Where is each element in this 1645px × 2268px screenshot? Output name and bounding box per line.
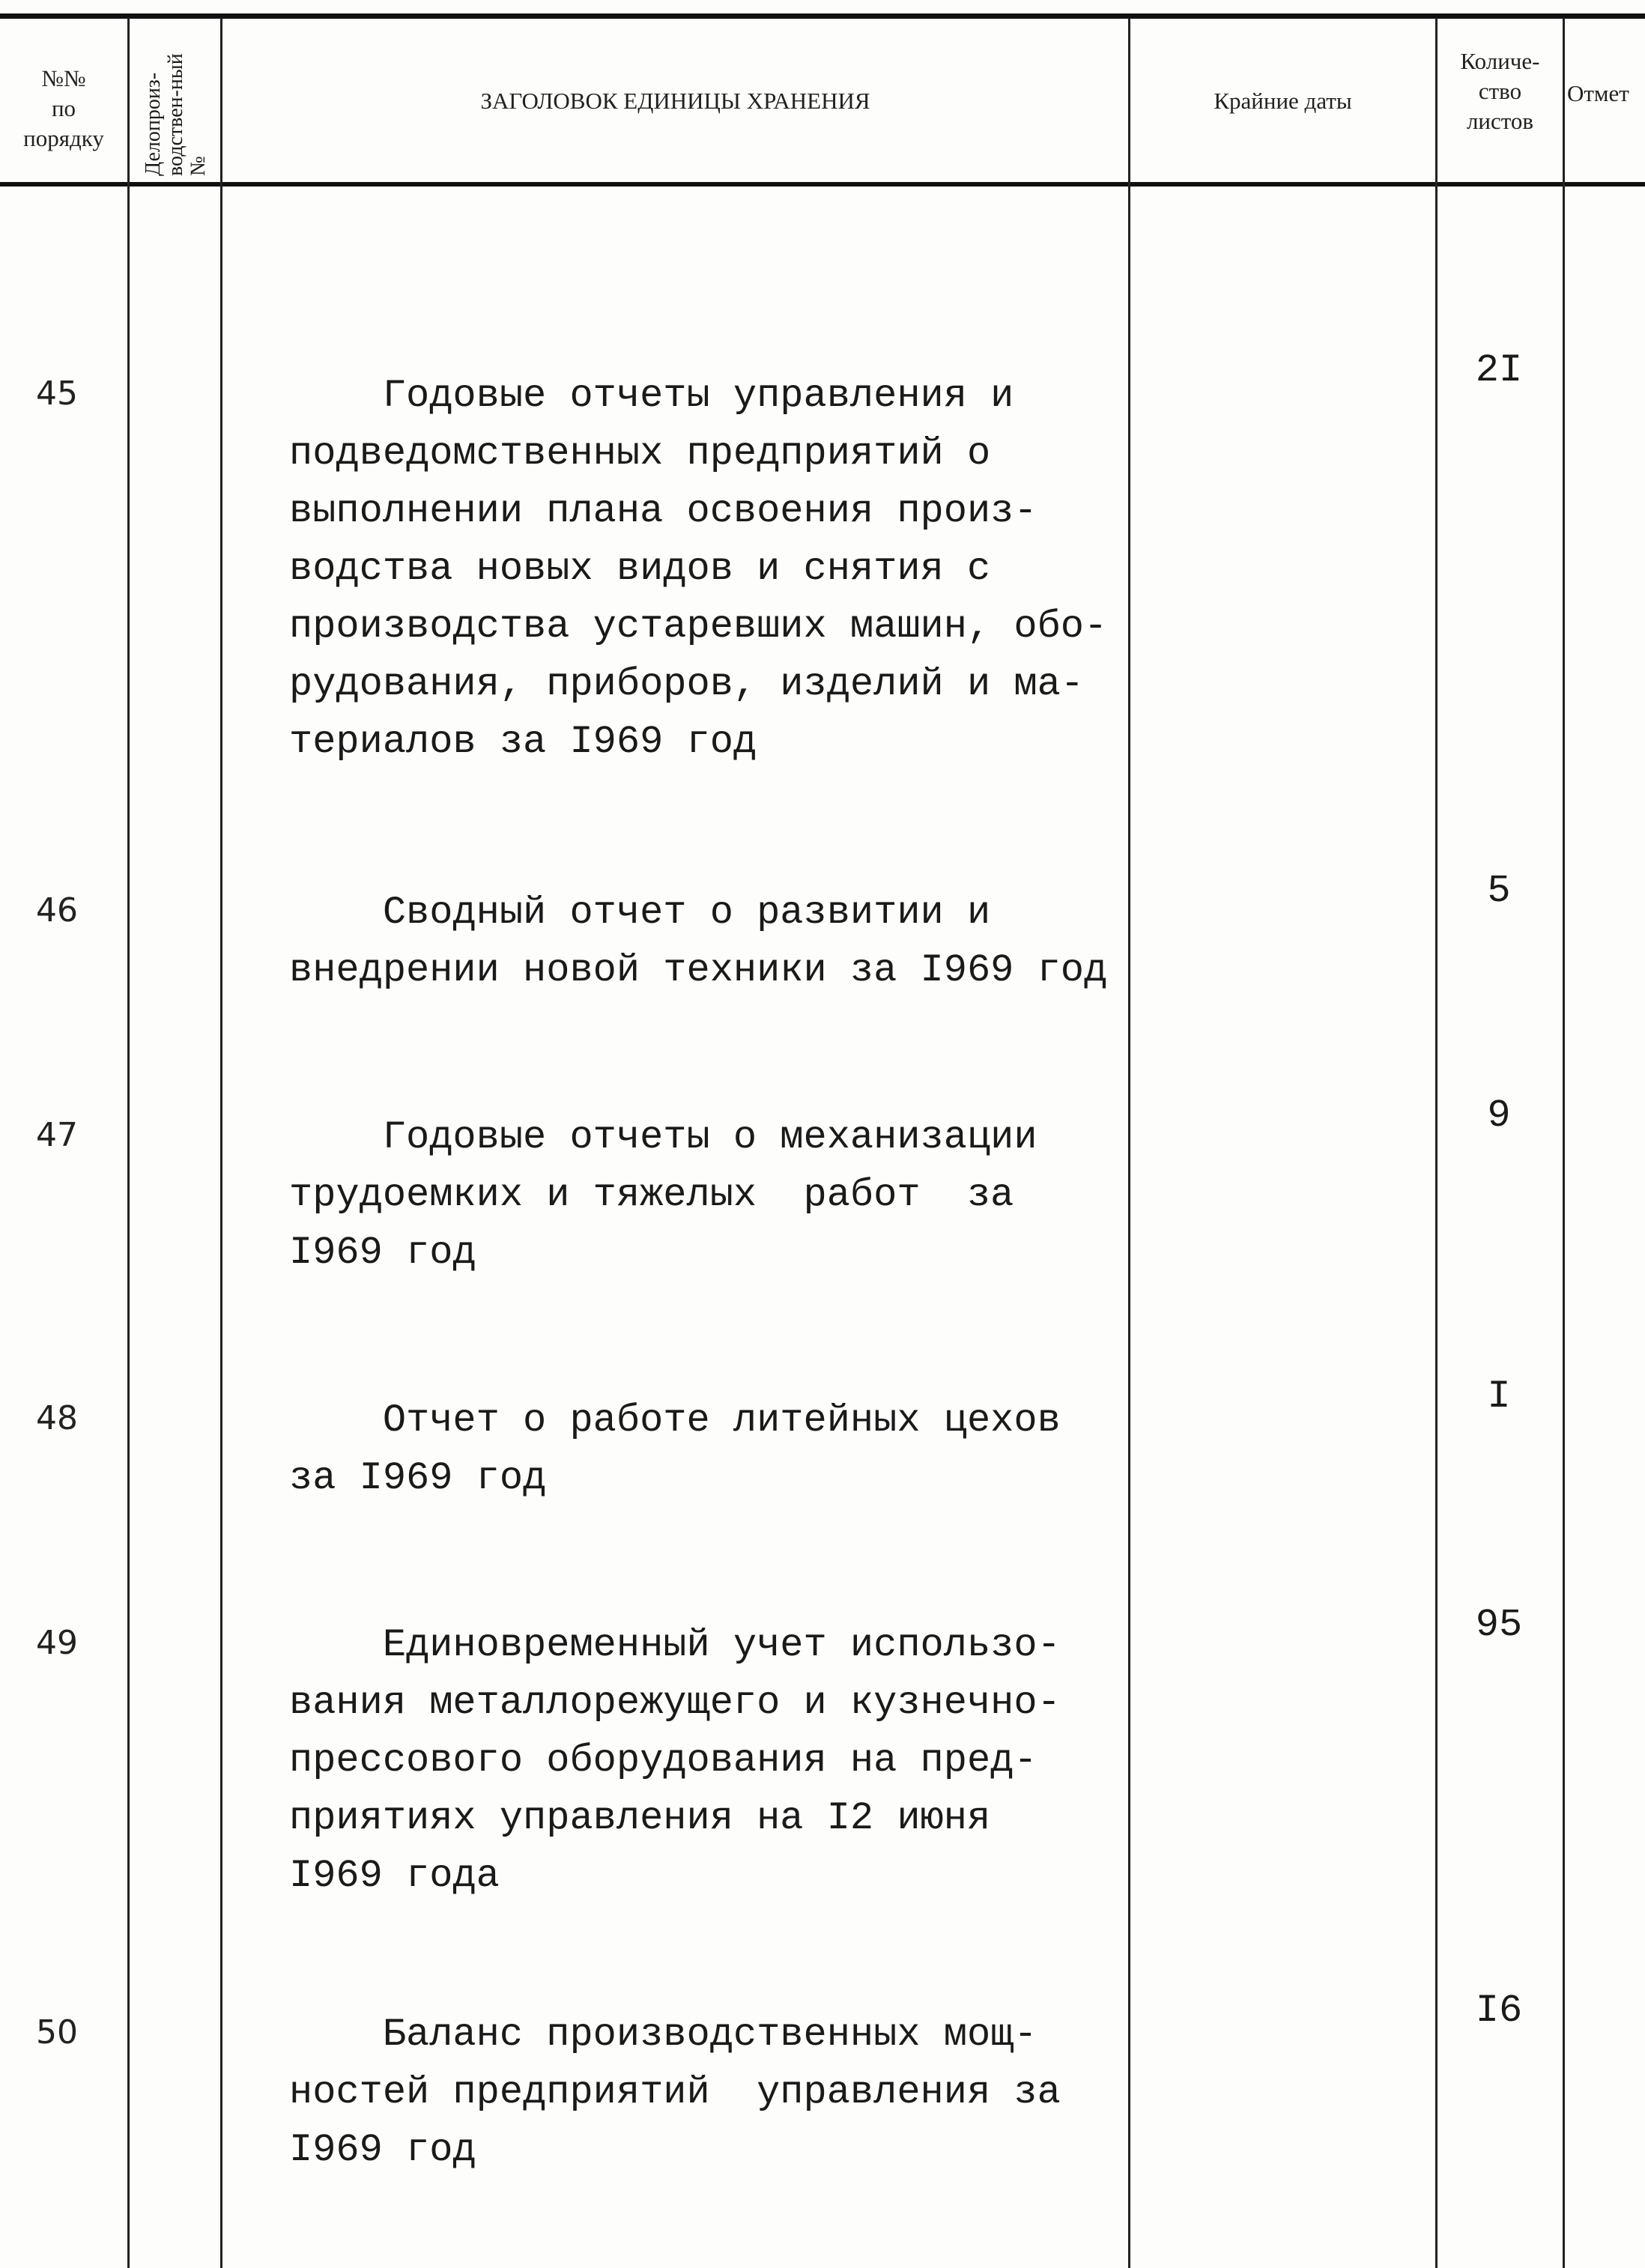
row-title-line: Отчет о работе литейных цехов (289, 1398, 1061, 1443)
header-sheets (1438, 46, 1563, 136)
header-office-number-text: Делопроиз-водствен-ный № (142, 53, 210, 176)
row-title (289, 367, 1121, 771)
row-title-line: трудоемких и тяжелых работ за (289, 1173, 1014, 1217)
row-title (289, 1109, 1121, 1282)
row-title-line: I969 год (289, 1231, 476, 1275)
row-sheet-count: 95 (1475, 1603, 1523, 1647)
header-dates: Крайние даты (1214, 88, 1352, 114)
row-sheet-count: 2I (1475, 348, 1523, 392)
row-title-line: за I969 год (289, 1456, 547, 1500)
row-number: 48 (36, 1399, 78, 1437)
row-number: 49 (36, 1624, 78, 1662)
header-sheets-line: Количе- (1460, 48, 1540, 74)
row-title-line: подведомственных предприятий о (289, 431, 991, 476)
row-title-line: приятиях управления на I2 июня (289, 1796, 991, 1840)
row-number: 46 (36, 891, 78, 930)
row-title-line: Годовые отчеты управления и (289, 374, 1014, 418)
header-office-number (135, 30, 217, 180)
row-title (289, 884, 1121, 999)
row-title-line: ностей предприятий управления за (289, 2070, 1061, 2114)
row-title-line: выполнении плана освоения произ- (289, 489, 1037, 533)
row-title (289, 1392, 1121, 1507)
column-divider (127, 18, 130, 2268)
header-number-line: №№ (41, 65, 86, 91)
row-title-line: I969 год (289, 2128, 476, 2172)
header-title: ЗАГОЛОВОК ЕДИНИЦЫ ХРАНЕНИЯ (480, 88, 870, 114)
column-divider (1128, 18, 1130, 2268)
header-bottom-rule (0, 182, 1645, 187)
header-sheets-line: ство (1478, 78, 1522, 104)
header-number-line: порядку (23, 125, 104, 151)
row-title-line: производства устаревших машин, обо- (289, 604, 1108, 649)
row-number: 45 (36, 375, 78, 413)
row-title-line: рудования, приборов, изделий и ма- (289, 662, 1084, 706)
row-sheet-count: I (1487, 1374, 1511, 1419)
row-title (289, 1616, 1121, 1905)
row-title-line: внедрении новой техники за I969 год (289, 948, 1108, 992)
row-sheet-count: I6 (1475, 1989, 1523, 2033)
row-title-line: вания металлорежущего и кузнечно- (289, 1681, 1061, 1725)
row-sheet-count: 9 (1487, 1094, 1511, 1138)
header-notes: Отмет (1567, 80, 1629, 106)
row-title-line: I969 года (289, 1854, 500, 1898)
header-sheets-line: листов (1466, 108, 1534, 134)
column-divider (220, 18, 222, 2268)
row-title-line: Сводный отчет о развитии и (289, 891, 991, 935)
row-title (289, 2006, 1121, 2179)
row-title-line: Единовременный учет использо- (289, 1623, 1061, 1667)
column-divider (1563, 18, 1565, 2268)
row-title-line: Баланс производственных мощ- (289, 2013, 1037, 2057)
row-number: 50 (36, 2013, 78, 2052)
top-rule (0, 13, 1645, 19)
header-number-line: по (51, 95, 76, 121)
row-number: 47 (36, 1116, 78, 1154)
row-sheet-count: 5 (1487, 869, 1511, 913)
row-title-line: териалов за I969 год (289, 720, 757, 764)
header-number (0, 64, 127, 154)
row-title-line: Годовые отчеты о механизации (289, 1115, 1037, 1159)
row-title-line: прессового оборудования на пред- (289, 1738, 1037, 1783)
row-title-line: водства новых видов и снятия с (289, 547, 991, 591)
